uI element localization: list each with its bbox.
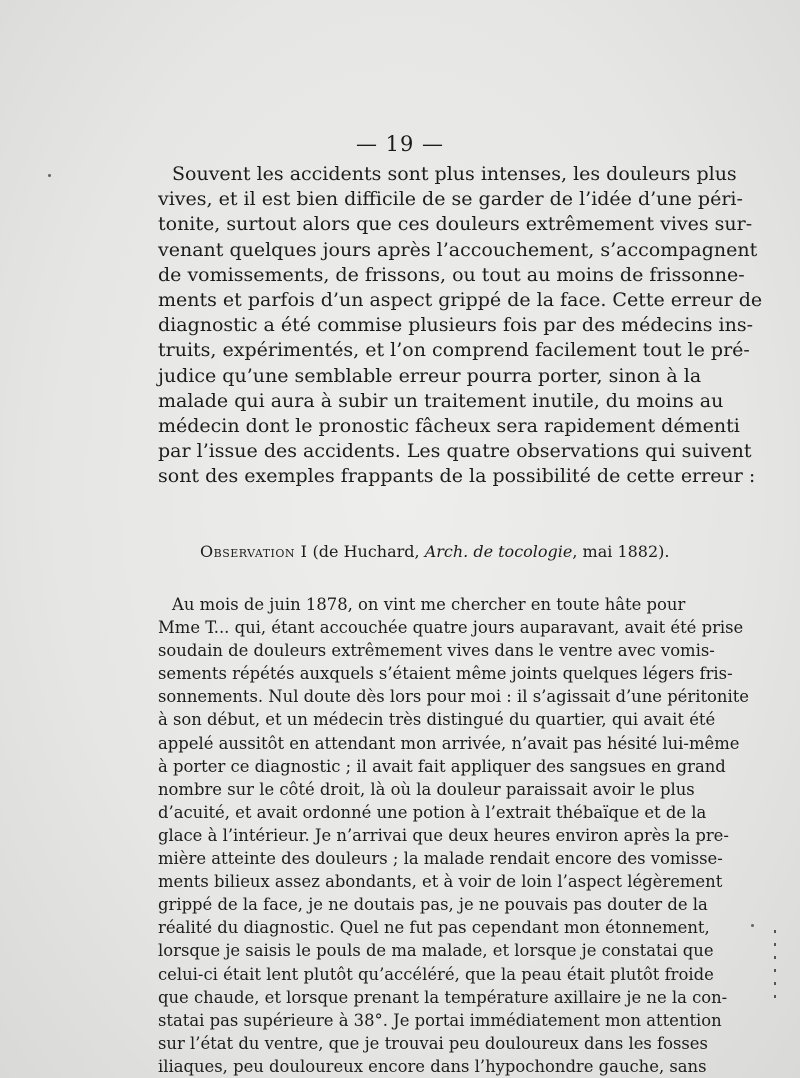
text-line: Au mois de juin 1878, on vint me chercher en toute hâte pour [172,595,686,614]
observation-heading [200,542,670,561]
text-line: Souvent les accidents sont plus intenses, les douleurs plus [172,163,737,185]
text-line: par l’issue des accidents. Les quatre observations qui suivent [158,440,752,463]
speckle-dot [751,924,754,927]
text-line: d’acuité, et avait ordonné une potion à l’extrait thébaïque et de la [158,802,707,822]
text-line: malade qui aura à subir un traitement inutile, du moins au [158,389,724,412]
text-line: de vomissements, de frissons, ou tout au moins de frissonne- [158,263,745,286]
speckle-mark [774,930,776,933]
text-line: sont des exemples frappants de la possibilité de cette erreur : [158,465,756,488]
text-line: lorsque je saisis le pouls de ma malade, et lorsque je constatai que [158,941,714,961]
text-line: iliaques, peu douloureux encore dans l’hypochondre gauche, sans [158,1056,707,1076]
text-line: ments bilieux assez abondants, et à voir de loin l’aspect légèrement [158,872,723,892]
text-line: truits, expérimentés, et l’on comprend facilement tout le pré- [158,339,750,362]
speckle-dot [48,174,51,177]
text-line: glace à l’intérieur. Je n’arrivai que deux heures environ après la pre- [158,825,729,845]
text-line: diagnostic a été commise plusieurs fois par des médecins ins- [158,314,754,337]
text-line: sur l’état du ventre, que je trouvai peu douloureux dans les fosses [158,1033,708,1053]
text-line: réalité du diagnostic. Quel ne fut pas cependant mon étonnement, [158,918,710,938]
speckle-mark [774,995,776,998]
observation-source-prefix: (de Huchard, [307,542,425,561]
text-line: nombre sur le côté droit, là où la douleur paraissait avoir le plus [158,779,695,799]
speckle-mark [774,969,776,972]
text-line: à son début, et un médecin très distingué du quartier, qui avait été [158,710,716,730]
main-paragraph [158,162,763,490]
text-line: ments et parfois d’un aspect grippé de la face. Cette erreur de [158,289,763,312]
observation-journal: Arch. de tocologie [424,542,573,561]
text-line: à porter ce diagnostic ; il avait fait appliquer des sangsues en grand [158,756,726,776]
text-line: médecin dont le pronostic fâcheux sera rapidement démenti [158,415,740,438]
page-number: — 19 — [355,132,445,156]
speckle-mark [774,943,776,946]
speckle-mark [774,982,776,985]
observation-label: Observation I [200,542,308,561]
text-line: Mme T... qui, étant accouchée quatre jours auparavant, avait été prise [158,618,744,638]
text-line: mière atteinte des douleurs ; la malade rendait encore des vomisse- [158,849,723,869]
observation-source-suffix: , mai 1882). [572,542,670,561]
text-line: tonite, surtout alors que ces douleurs extrêmement vives sur- [158,213,753,236]
margin-speckles [770,930,780,1050]
text-line: sonnements. Nul doute dès lors pour moi : il s’agissait d’une péritonite [158,687,749,707]
text-line: vives, et il est bien difficile de se garder de l’idée d’une péri- [158,188,743,211]
text-line: judice qu’une semblable erreur pourra porter, sinon à la [158,364,702,387]
text-line: grippé de la face, je ne doutais pas, je ne pouvais pas douter de la [158,895,708,915]
text-line: appelé aussitôt en attendant mon arrivée, n’avait pas hésité lui-même [158,733,740,753]
text-line: soudain de douleurs extrêmement vives dans le ventre avec vomis- [158,641,715,661]
observation-text [158,593,749,1078]
text-line: sements répétés auxquels s’étaient même joints quelques légers fris- [158,664,733,684]
text-line: venant quelques jours après l’accouchement, s’accompagnent [158,238,758,261]
text-line: statai pas supérieure à 38°. Je portai immédiatement mon attention [158,1010,722,1030]
text-line: celui-ci était lent plutôt qu’accéléré, que la peau était plutôt froide [158,964,714,984]
text-line: que chaude, et lorsque prenant la température axillaire je ne la con- [158,987,728,1007]
speckle-mark [774,956,776,959]
